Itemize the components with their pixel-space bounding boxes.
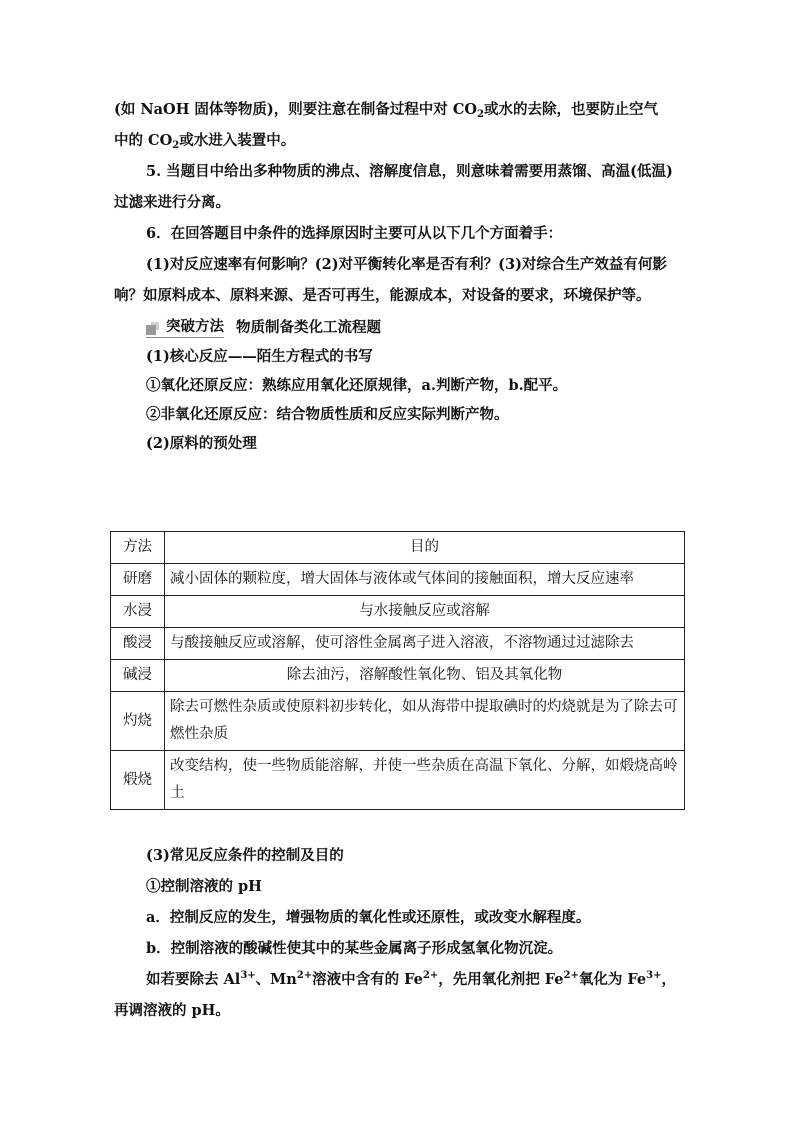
table-cell-purpose: 减小固体的颗粒度，增大固体与液体或气体间的接触面积，增大反应速率 [165,564,685,596]
top-text-block [114,94,686,458]
redox-item: ①氧化还原反应：熟练应用氧化还原规律，a.判断产物，b.配平。 [146,377,568,394]
ph-item-a: a．控制反应的发生，增强物质的氧化性或还原性，或改变水解程度。 [146,909,591,926]
method-badge: 突破方法 [146,315,224,338]
method-heading [146,311,686,342]
table-header-row [111,532,685,564]
table-header-method: 方法 [111,532,165,564]
table-row [111,564,685,596]
paragraph-6-detail: (1)对反应速率有何影响？(2)对平衡转化率是否有利？(3)对综合生产效益有何影响？如原料成本、原料来源、是否可再生，能源成本，对设备的要求，环境保护等。 [114,256,667,304]
section2-heading: (2)原料的预处理 [146,435,257,452]
table-header-purpose: 目的 [165,532,685,564]
paragraph-6: 6．在回答题目中条件的选择原因时主要可从以下几个方面着手： [146,225,563,242]
table-cell-purpose: 除去可燃性杂质或使原料初步转化，如从海带中提取碘时的灼烧就是为了除去可燃性杂质 [165,692,685,751]
table-row [111,596,685,628]
squares-icon [146,322,162,336]
table-cell-purpose: 除去油污，溶解酸性氧化物、铝及其氧化物 [165,660,685,692]
table-cell-purpose: 改变结构，使一些物质能溶解，并使一些杂质在高温下氧化、分解，如煅烧高岭土 [165,751,685,810]
non-redox-item: ②非氧化还原反应：结合物质性质和反应实际判断产物。 [146,406,509,423]
section1-heading: (1)核心反应——陌生方程式的书写 [146,348,373,365]
method-title: 物质制备类化工流程题 [236,319,381,336]
paragraph-5: 5. 当题目中给出多种物质的沸点、溶解度信息，则意味着需要用蒸馏、高温(低温)过滤来进行分离。 [114,163,673,211]
ph-item-b: b．控制溶液的酸碱性使其中的某些金属离子形成氢氧化物沉淀。 [146,940,563,957]
table-row [111,692,685,751]
table-cell-purpose: 与酸接触反应或溶解，使可溶性金属离子进入溶液，不溶物通过过滤除去 [165,628,685,660]
table-cell-method: 碱浸 [111,660,165,692]
table-cell-method: 煅烧 [111,751,165,810]
table-row [111,751,685,810]
table-cell-purpose: 与水接触反应或溶解 [165,596,685,628]
section3-heading: (3)常见反应条件的控制及目的 [146,847,344,864]
paragraph-co2-removal: (如 NaOH 固体等物质)，则要注意在制备过程中对 $CO_2$或水的去除，也要防止空气 中的 $CO_2$或水进入装置中。 [114,101,658,151]
table-cell-method: 水浸 [111,596,165,628]
table-cell-method: 灼烧 [111,692,165,751]
bottom-text-block [114,840,686,1026]
table-cell-method: 酸浸 [111,628,165,660]
table-row [111,628,685,660]
ph-control-heading: ①控制溶液的 pH [146,878,262,895]
ph-example: 如若要除去 $Al^{3+}$、$Mn^{2+}$溶液中含有的 $Fe^{2+}$，先用氧化剂把 $Fe^{2+}$氧化为 $Fe^{3+}$，再调溶液的 pH。 [114,970,676,1019]
table-row [111,660,685,692]
table-cell-method: 研磨 [111,564,165,596]
pretreatment-table [110,531,685,810]
